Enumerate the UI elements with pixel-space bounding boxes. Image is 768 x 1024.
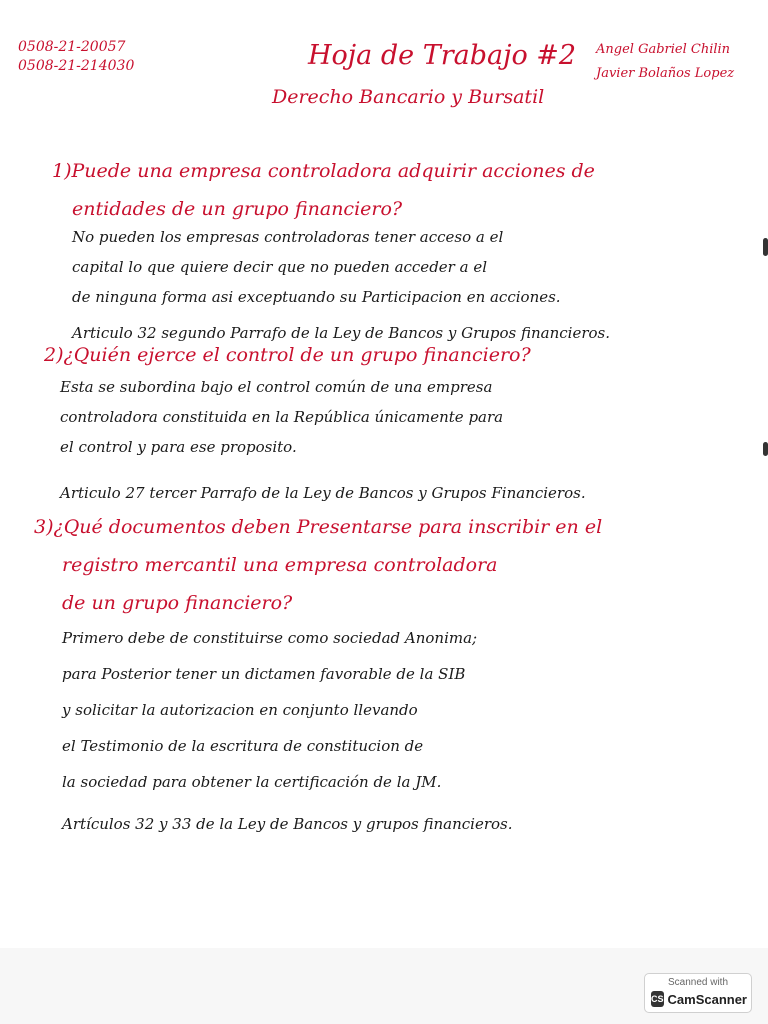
question-3-line-2: registro mercantil una empresa controladora <box>62 554 498 576</box>
answer-3-line-5: la sociedad para obtener la certificación de la JM. <box>62 773 442 791</box>
student-names <box>596 38 734 86</box>
question-1-line-2: entidades de un grupo financiero? <box>72 198 403 220</box>
question-2 <box>44 336 531 374</box>
student-name-2: Javier Bolaños Lopez <box>596 66 735 81</box>
camscanner-watermark <box>644 973 752 1013</box>
scan-edge-mark <box>763 238 768 256</box>
student-id-2: 0508-21-214030 <box>18 58 135 74</box>
student-id-1: 0508-21-20057 <box>18 39 126 55</box>
answer-3-line-3: y solicitar la autorizacion en conjunto llevando <box>62 701 418 719</box>
answer-1 <box>72 222 610 348</box>
answer-3-line-4: el Testimonio de la escritura de constitucion de <box>62 737 424 755</box>
answer-3-line-2: para Posterior tener un dictamen favorable de la SIB <box>62 665 466 683</box>
question-3-line-1: 3)¿Qué documentos deben Presentarse para inscribir en el <box>34 516 603 538</box>
scan-edge-mark <box>763 442 768 456</box>
question-1 <box>52 152 595 228</box>
page-title: Hoja de Trabajo #2 <box>308 40 577 71</box>
answer-1-line-2: capital lo que quiere decir que no pueden acceder a el <box>72 258 487 276</box>
answer-3 <box>62 620 513 842</box>
page-subtitle: Derecho Bancario y Bursatil <box>272 86 545 108</box>
student-name-1: Angel Gabriel Chilin <box>596 42 731 57</box>
answer-2-citation: Articulo 27 tercer Parrafo de la Ley de Bancos y Grupos Financieros. <box>60 484 586 502</box>
answer-2-line-1: Esta se subordina bajo el control común de una empresa <box>60 378 493 396</box>
answer-2 <box>60 372 586 508</box>
question-3 <box>34 508 602 622</box>
answer-2-line-2: controladora constituida en la República únicamente para <box>60 408 504 426</box>
answer-2-line-3: el control y para ese proposito. <box>60 438 297 456</box>
camscanner-name: CamScanner <box>667 991 747 1007</box>
question-2-line-1: 2)¿Quién ejerce el control de un grupo financiero? <box>44 344 531 366</box>
student-ids <box>18 38 134 76</box>
answer-3-line-1: Primero debe de constituirse como sociedad Anonima; <box>62 629 478 647</box>
answer-1-line-1: No pueden los empresas controladoras tener acceso a el <box>72 228 504 246</box>
scanned-with-label: Scanned with <box>667 977 729 988</box>
question-1-line-1: 1)Puede una empresa controladora adquirir acciones de <box>52 160 595 182</box>
camscanner-logo-icon: CS <box>651 991 664 1007</box>
answer-1-citation: Articulo 32 segundo Parrafo de la Ley de Bancos y Grupos financieros. <box>72 324 611 342</box>
answer-3-citation: Artículos 32 y 33 de la Ley de Bancos y grupos financieros. <box>62 815 513 833</box>
answer-1-line-3: de ninguna forma asi exceptuando su Participacion en acciones. <box>72 288 561 306</box>
question-3-line-3: de un grupo financiero? <box>62 592 293 614</box>
